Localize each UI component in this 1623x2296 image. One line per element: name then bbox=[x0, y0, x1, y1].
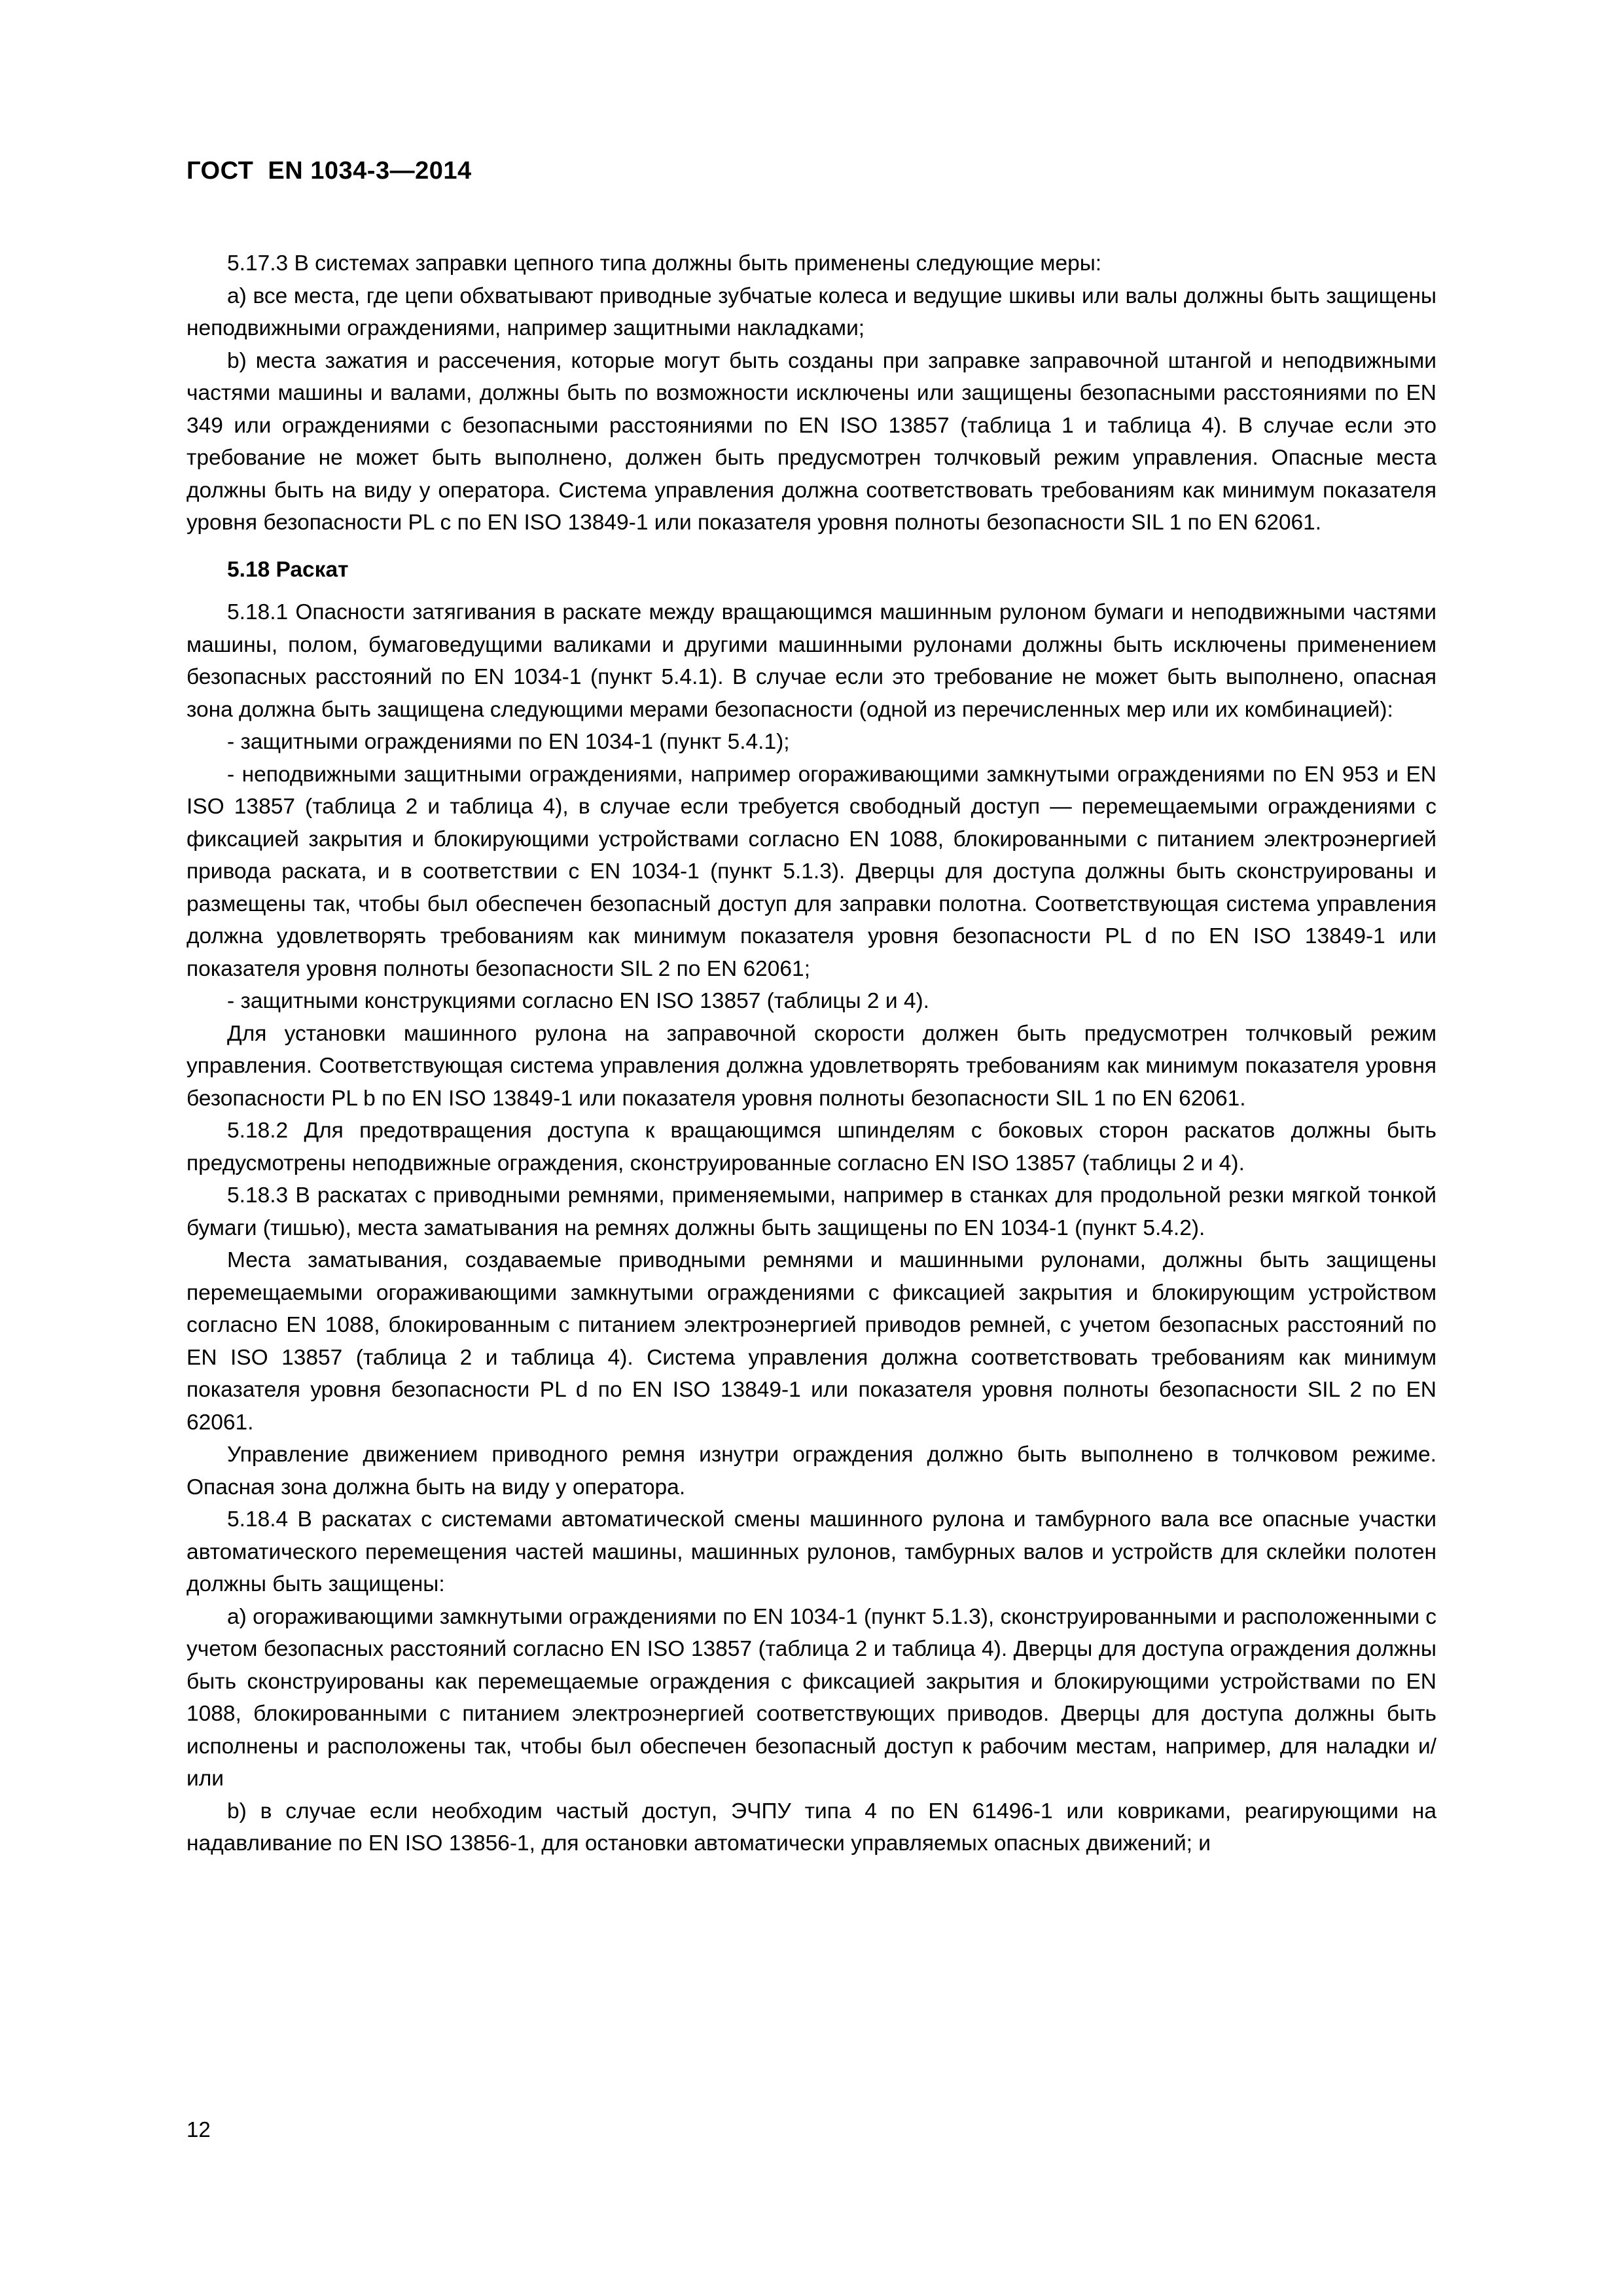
page-header: ГОСТ EN 1034-3—2014 bbox=[187, 157, 472, 185]
paragraph-5-18-4-b: b) в случае если необходим частый доступ, ЭЧПУ типа 4 по EN 61496-1 или ковриками, реагирующими на надавливание по EN ISO 13856-1, для остановки автоматически управляемых опасных движений; и bbox=[187, 1799, 1436, 1856]
list-item-dash-3: - защитными конструкциями согласно EN ISO 13857 (таблицы 2 и 4). bbox=[227, 989, 929, 1013]
section-title-5-18: 5.18 Раскат bbox=[227, 557, 349, 582]
page-content bbox=[187, 157, 1436, 1860]
paragraph-5-17-3-b: b) места зажатия и рассечения, которые могут быть созданы при заправке заправочной штангой и неподвижными частями машины и валами, должны быть по возможности исключены или защищены безопасными расстояниями по EN 349 или ограждениями с безопасными расстояниями по EN ISO 13857 (таблица 1 и таблица 4). В случае если это требование не может быть выполнено, должен быть предусмотрен толчковый режим управления. Опасные места должны быть на виду у оператора. Система управления должна соответствовать требованиям как минимум показателя уровня безопасности PL c по EN ISO 13849-1 или показателя уровня полноты безопасности SIL 1 по EN 62061. bbox=[187, 348, 1436, 535]
paragraph-5-18-1: 5.18.1 Опасности затягивания в раскате между вращающимся машинным рулоном бумаги и неподвижными частями машины, полом, бумаговедущими валиками и другими машинными рулонами должны быть исключены применением безопасных расстояний по EN 1034-1 (пункт 5.4.1). В случае если это требование не может быть выполнено, опасная зона должна быть защищена следующими мерами безопасности (одной из перечисленных мер или их комбинацией): bbox=[187, 600, 1436, 722]
paragraph-5-18-2: 5.18.2 Для предотвращения доступа к вращающимся шпинделям с боковых сторон раскатов должны быть предусмотрены неподвижные ограждения, сконструированные согласно EN ISO 13857 (таблицы 2 и 4). bbox=[187, 1119, 1436, 1175]
paragraph-5-17-3-a: a) все места, где цепи обхватывают приводные зубчатые колеса и ведущие шкивы или валы должны быть защищены неподвижными ограждениями, например защитными накладками; bbox=[187, 283, 1436, 340]
paragraph-5-18-1-continued: Для установки машинного рулона на заправочной скорости должен быть предусмотрен толчковый режим управления. Соответствующая система управления должна удовлетворять требованиям как минимум показателя уровня безопасности PL b по EN ISO 13849-1 или показателя уровня полноты безопасности SIL 1 по EN 62061. bbox=[187, 1021, 1436, 1111]
paragraph-5-18-3: 5.18.3 В раскатах с приводными ремнями, применяемыми, например в станках для продольной резки мягкой тонкой бумаги (тишью), места заматывания на ремнях должны быть защищены по EN 1034-1 (пункт 5.4.2). bbox=[187, 1183, 1436, 1240]
paragraph-5-18-3-continued: Места заматывания, создаваемые приводными ремнями и машинными рулонами, должны быть защищены перемещаемыми огораживающими замкнутыми ограждениями с фиксацией закрытия и блокирующим устройством согласно EN 1088, блокированным с питанием электроэнергией приводов ремней, с учетом безопасных расстояний по EN ISO 13857 (таблица 2 и таблица 4). Система управления должна соответствовать требованиям как минимум показателя уровня безопасности PL d по EN ISO 13849-1 или показателя уровня полноты безопасности SIL 2 по EN 62061. bbox=[187, 1248, 1436, 1435]
paragraph-5-18-4: 5.18.4 В раскатах с системами автоматической смены машинного рулона и тамбурного вала все опасные участки автоматического перемещения частей машины, машинных рулонов, тамбурных валов и устройств для склейки полотен должны быть защищены: bbox=[187, 1507, 1436, 1596]
list-item-dash-2: - неподвижными защитными ограждениями, например огораживающими замкнутыми ограждениями по EN 953 и EN ISO 13857 (таблица 2 и таблица 4), в случае если требуется свободный доступ — перемещаемыми ограждениями с фиксацией закрытия и блокирующими устройствами согласно EN 1088, блокированными с питанием электроэнергией привода раската, и в соответствии с EN 1034-1 (пункт 5.1.3). Дверцы для доступа должны быть сконструированы и размещены так, чтобы был обеспечен безопасный доступ для заправки полотна. Соответствующая система управления должна удовлетворять требованиям как минимум показателя уровня безопасности PL d по EN ISO 13849-1 или показателя уровня полноты безопасности SIL 2 по EN 62061; bbox=[187, 762, 1436, 981]
list-item-dash-1: - защитными ограждениями по EN 1034-1 (пункт 5.4.1); bbox=[227, 730, 790, 754]
paragraph-5-18-3-continued-2: Управление движением приводного ремня изнутри ограждения должно быть выполнено в толчковом режиме. Опасная зона должна быть на виду у оператора. bbox=[187, 1443, 1436, 1499]
paragraph-5-17-3: 5.17.3 В системах заправки цепного типа должны быть применены следующие меры: bbox=[227, 251, 1102, 276]
page-number: 12 bbox=[187, 2117, 211, 2142]
paragraph-5-18-4-a: a) огораживающими замкнутыми ограждениями по EN 1034-1 (пункт 5.1.3), сконструированными и расположенными с учетом безопасных расстояний согласно EN ISO 13857 (таблица 2 и таблица 4). Дверцы для доступа ограждения должны быть сконструированы как перемещаемые ограждения с фиксацией закрытия и блокирующими устройствами по EN 1088, блокированными с питанием электроэнергией соответствующих приводов. Дверцы для доступа должны быть исполнены и расположены так, чтобы был обеспечен безопасный доступ к рабочим местам, например, для наладки и/или bbox=[187, 1604, 1436, 1791]
